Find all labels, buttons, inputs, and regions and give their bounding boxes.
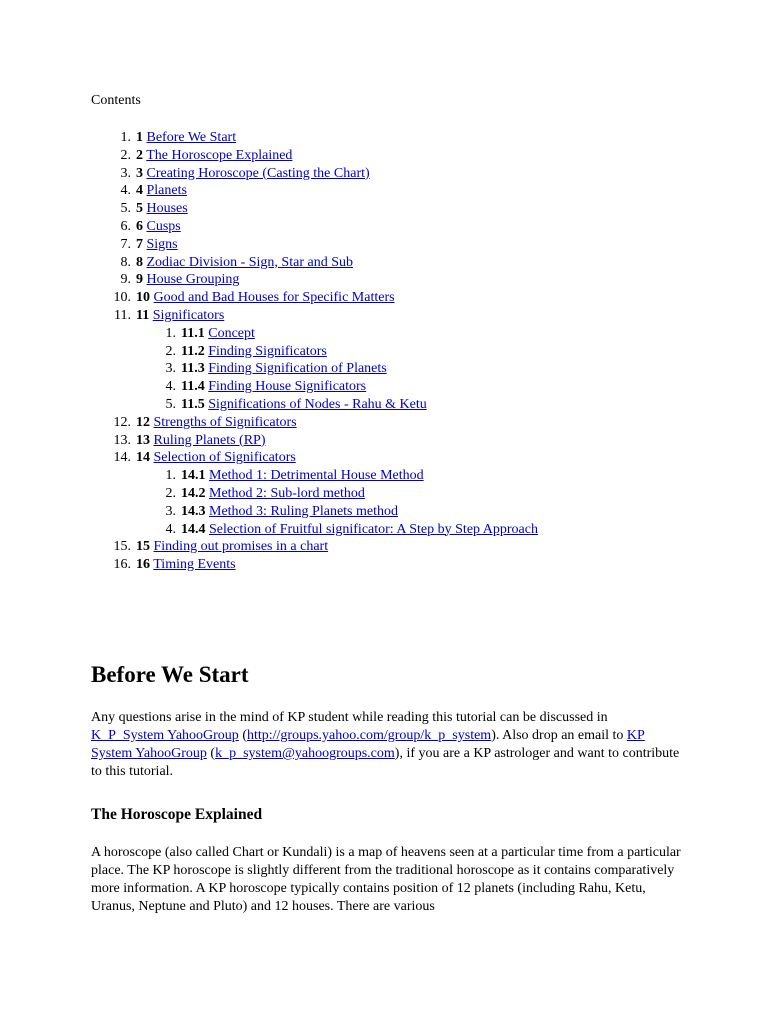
toc-entry <box>136 556 236 574</box>
toc-link[interactable]: Good and Bad Houses for Specific Matters <box>153 290 395 306</box>
toc-subitem <box>91 343 751 361</box>
toc-entry <box>136 414 297 432</box>
toc-section-number: 1 <box>136 130 143 145</box>
toc-link[interactable]: Finding Signification of Planets <box>208 361 387 377</box>
before-we-start-paragraph <box>91 709 681 781</box>
paragraph-text: ). Also drop an email to <box>491 728 627 743</box>
toc-entry <box>136 165 370 183</box>
toc-list-number: 16. <box>113 557 131 573</box>
toc-entry <box>136 129 236 147</box>
toc-list-number: 3. <box>165 503 176 519</box>
toc-link[interactable]: Selection of Significators <box>153 450 296 466</box>
toc-entry <box>181 378 366 396</box>
section-heading-horoscope-explained: The Horoscope Explained <box>91 806 263 823</box>
paragraph-text: Any questions arise in the mind of KP student while reading this tutorial can be discussed in <box>91 710 608 725</box>
kp-system-yahoogroup-link[interactable]: KP System YahooGroup <box>91 728 645 761</box>
toc-link[interactable]: The Horoscope Explained <box>146 147 293 163</box>
toc-section-number: 11.3 <box>181 361 205 377</box>
toc-entry <box>181 343 327 361</box>
toc-item <box>91 271 751 289</box>
toc-link[interactable]: Selection of Fruitful significator: A Step by Step Approach <box>209 521 538 537</box>
toc-list-number: 8. <box>120 254 131 270</box>
toc-section-number: 13 <box>136 432 150 448</box>
toc-list-number: 1. <box>165 325 176 341</box>
toc-subitem <box>91 485 751 503</box>
email-link[interactable]: k_p_system@yahoogroups.com <box>215 746 395 761</box>
toc-link[interactable]: Timing Events <box>153 557 236 573</box>
toc-list-number: 9. <box>120 272 131 288</box>
toc-link[interactable]: Ruling Planets (RP) <box>153 432 266 448</box>
toc-list-number: 3. <box>165 361 176 377</box>
toc-link[interactable]: Zodiac Division - Sign, Star and Sub <box>146 254 353 270</box>
horoscope-explained-paragraph: A horoscope (also called Chart or Kundali) is a map of heavens seen at a particular time from a particular place. The KP horoscope is slightly different from the traditional horoscope as it contains comparatively more information. A KP horoscope typically contains position of 12 planets (including Rahu, Ketu, Uranus, Neptune and Pluto) and 12 houses. There are various <box>91 845 681 914</box>
section-heading-before-we-start: Before We Start <box>91 662 249 687</box>
toc-section-number: 11.2 <box>181 343 205 359</box>
toc-item <box>91 236 751 254</box>
toc-link[interactable]: Concept <box>208 325 255 341</box>
toc-section-number: 8 <box>136 254 143 270</box>
toc-item <box>91 538 751 556</box>
toc-section-number: 14.3 <box>181 503 206 519</box>
toc-section-number: 2 <box>136 147 143 163</box>
toc-entry <box>136 236 178 254</box>
toc-entry <box>136 218 181 236</box>
contents-title: Contents <box>91 93 141 108</box>
toc-subitem <box>91 503 751 521</box>
toc-list-number: 15. <box>113 539 131 555</box>
toc-section-number: 7 <box>136 236 143 252</box>
toc-entry <box>136 254 353 272</box>
toc-entry <box>136 200 188 218</box>
toc-list-number: 13. <box>113 432 131 448</box>
toc-entry <box>181 396 427 414</box>
toc-item <box>91 556 751 574</box>
toc-list-number: 1. <box>120 130 131 145</box>
toc-entry <box>181 325 255 343</box>
toc-item <box>91 129 751 147</box>
toc-list-number: 4. <box>120 183 131 199</box>
toc-list-number: 1. <box>165 468 176 484</box>
toc-entry <box>136 538 328 556</box>
toc-item <box>91 414 751 432</box>
toc-section-number: 15 <box>136 539 150 555</box>
yahoogroup-url-link[interactable]: http://groups.yahoo.com/group/k_p_system <box>246 728 492 743</box>
yahoogroup-link[interactable]: K_P_System YahooGroup <box>91 728 239 743</box>
toc-item <box>91 254 751 272</box>
toc-list-number: 12. <box>113 414 131 430</box>
toc-entry <box>181 485 365 503</box>
toc-list-number: 4. <box>165 379 176 395</box>
toc-entry <box>136 449 296 467</box>
toc-section-number: 14.2 <box>181 485 206 501</box>
toc-link[interactable]: Finding Significators <box>208 343 327 359</box>
toc-section-number: 11.4 <box>181 379 205 395</box>
toc-subitem <box>91 521 751 539</box>
toc-link[interactable]: House Grouping <box>146 272 240 288</box>
toc-entry <box>181 467 424 485</box>
paragraph-text: ( <box>206 746 216 761</box>
toc-link[interactable]: Method 2: Sub-lord method <box>209 485 365 501</box>
toc-list-number: 6. <box>120 218 131 234</box>
toc-subitem <box>91 360 751 378</box>
toc-section-number: 14.4 <box>181 521 206 537</box>
table-of-contents <box>91 129 751 574</box>
toc-section-number: 11 <box>136 307 150 323</box>
toc-entry <box>136 147 292 165</box>
toc-section-number: 3 <box>136 165 143 181</box>
toc-item <box>91 182 751 200</box>
toc-entry <box>136 182 187 200</box>
toc-subitem <box>91 467 751 485</box>
toc-link[interactable]: Finding out promises in a chart <box>153 539 329 555</box>
paragraph-text: ), if you are a KP astrologer and want to contribute to this tutorial. <box>91 746 680 779</box>
toc-entry <box>181 360 387 378</box>
toc-list-number: 14. <box>113 450 131 466</box>
toc-subitem <box>91 325 751 343</box>
toc-link[interactable]: Strengths of Significators <box>153 414 297 430</box>
toc-item <box>91 147 751 165</box>
toc-link[interactable]: Method 1: Detrimental House Method <box>209 468 424 484</box>
toc-section-number: 5 <box>136 201 143 217</box>
toc-link[interactable]: Significations of Nodes - Rahu & Ketu <box>208 396 427 412</box>
toc-item <box>91 165 751 183</box>
toc-entry <box>181 521 538 539</box>
toc-link[interactable]: Signs <box>146 236 178 252</box>
toc-section-number: 14.1 <box>181 468 206 484</box>
toc-list-number: 7. <box>120 236 131 252</box>
toc-item <box>91 218 751 236</box>
toc-section-number: 11.1 <box>181 325 205 341</box>
toc-list-number: 2. <box>120 147 131 163</box>
toc-list-number: 2. <box>165 343 176 359</box>
toc-section-number: 12 <box>136 414 150 430</box>
toc-section-number: 9 <box>136 272 143 288</box>
toc-entry <box>136 432 266 450</box>
toc-entry <box>136 307 224 325</box>
toc-item <box>91 289 751 307</box>
toc-entry <box>181 503 398 521</box>
toc-section-number: 10 <box>136 290 150 306</box>
toc-link[interactable]: Houses <box>146 201 188 217</box>
toc-subitem <box>91 378 751 396</box>
toc-list-number: 11. <box>114 307 131 323</box>
toc-link[interactable]: Planets <box>146 183 187 199</box>
toc-list-number: 5. <box>120 201 131 217</box>
toc-section-number: 6 <box>136 218 143 234</box>
toc-list-number: 2. <box>165 485 176 501</box>
toc-item <box>91 307 751 325</box>
toc-list-number: 4. <box>165 521 176 537</box>
toc-list-number: 10. <box>113 290 131 306</box>
toc-entry <box>136 271 239 289</box>
toc-list-number: 5. <box>165 396 176 412</box>
toc-list-number: 3. <box>120 165 131 181</box>
toc-section-number: 4 <box>136 183 143 199</box>
toc-link[interactable]: Significators <box>152 307 225 323</box>
toc-item <box>91 449 751 467</box>
toc-link[interactable]: Cusps <box>146 218 181 234</box>
toc-link[interactable]: Before We Start <box>146 130 237 145</box>
toc-section-number: 16 <box>136 557 150 573</box>
toc-item <box>91 432 751 450</box>
toc-section-number: 11.5 <box>181 396 205 412</box>
toc-link[interactable]: Creating Horoscope (Casting the Chart) <box>146 165 370 181</box>
toc-subitem <box>91 396 751 414</box>
toc-entry <box>136 289 395 307</box>
paragraph-text: ( <box>238 728 247 743</box>
toc-link[interactable]: Method 3: Ruling Planets method <box>209 503 398 519</box>
toc-section-number: 14 <box>136 450 150 466</box>
toc-item <box>91 200 751 218</box>
toc-link[interactable]: Finding House Significators <box>208 379 367 395</box>
